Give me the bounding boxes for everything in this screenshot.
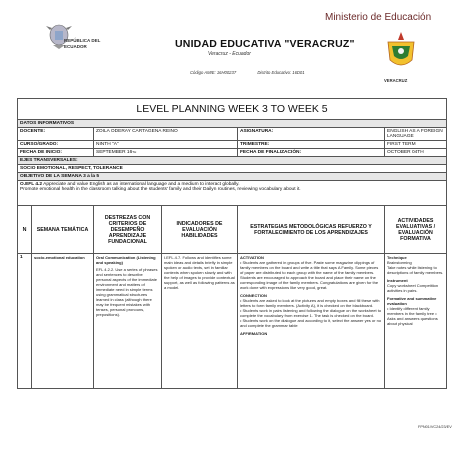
row-estrategias bbox=[238, 254, 385, 389]
row-semana: socio-emotional education bbox=[32, 254, 94, 389]
school-logo-label: VERACRUZ bbox=[384, 78, 408, 83]
docente-label: DOCENTE: bbox=[18, 128, 94, 141]
connection-title: CONNECTION bbox=[240, 293, 267, 298]
col-estrategias: ESTRATEGIAS METODOLÓGICAS REFUERZO Y FORTALECIMIENTO DE LOS APRENDIZAJES bbox=[238, 206, 385, 254]
ejes-label: EJES TRANSVERSALES: bbox=[18, 157, 447, 165]
curso-value: NINTH "A" bbox=[94, 141, 238, 149]
technique-value: Brainstorming bbox=[387, 260, 412, 265]
school-location: Veracruz - Ecuador bbox=[208, 51, 251, 57]
activation-title: ACTIVATION bbox=[240, 255, 264, 260]
formative-value: • Identify different family members in the family tree • Asks and answers questions about physical bbox=[387, 306, 438, 326]
footer-code: FPN01/VC24/23/EV bbox=[418, 425, 452, 429]
technique-notes: Take notes while listening to descriptions of family members. bbox=[387, 265, 444, 275]
instrument-title: Instrument bbox=[387, 278, 408, 283]
instrument-value: Copy worksheet Competition activities in pairs. bbox=[387, 283, 439, 293]
objective-line-1: Appreciate and value English as an international language and a medium to interact globally. bbox=[42, 182, 240, 187]
school-codes bbox=[190, 70, 325, 75]
plan-title: LEVEL PLANNING WEEK 3 TO WEEK 5 bbox=[18, 99, 447, 120]
row-destrezas bbox=[94, 254, 162, 389]
objective-cell bbox=[18, 181, 447, 206]
asignatura-value: ENGLISH AS A FOREIGN LANGUAGE bbox=[385, 128, 447, 141]
objective-code: O.EFL 4.2 bbox=[20, 182, 43, 187]
fecha-inicio-value: SEPTEMBER 16th bbox=[94, 149, 238, 157]
docente-value: ZOILA ODERAY CARTAGENA REINO bbox=[94, 128, 238, 141]
objective-label: OBJETIVO DE LA SEMANA 3 a la 5 bbox=[18, 173, 447, 181]
school-title: UNIDAD EDUCATIVA "VERACRUZ" bbox=[175, 38, 355, 50]
trimestre-value: FIRST TERM bbox=[385, 141, 447, 149]
col-n: N bbox=[18, 206, 32, 254]
connection-item: • Students work in pairs listening and following the dialogue on the worksheet to complete the vocabulary from exercise 1. The task is checked on the board. bbox=[240, 308, 382, 318]
fecha-inicio-label: FECHA DE INICIO: bbox=[18, 149, 94, 157]
col-actividades: ACTIVIDADES EVALUATIVAS / EVALUACIÓN FORMATIVA bbox=[385, 206, 447, 254]
destrezas-text: EFL 4.2.2. Use a series of phrases and sentences to describe personal aspects of the immediate environment and matters of immediate need in simple terms using grammatical structures learned in class (although there may be frequent mistakes with tenses, personal pronouns, prepositions). bbox=[96, 267, 158, 317]
row-number: 1 bbox=[18, 254, 32, 389]
formative-title: Formative and summative evaluation bbox=[387, 296, 437, 306]
objective-line-2: Promote emotional health in the classroom talking about the students' family and their Dailyn routines, reviewing vocabulary about it. bbox=[20, 187, 301, 192]
asignatura-label: ASIGNATURA: bbox=[238, 128, 385, 141]
connection-item: • Students are asked to look at the pictures and empty boxes and fill these with letters to form family members. (Activity A), it is checked on the blackboard. bbox=[240, 298, 380, 308]
ministry-name: Ministerio de Educación bbox=[325, 12, 432, 23]
col-semana: SEMANA TEMÁTICA bbox=[32, 206, 94, 254]
level-planning-table bbox=[17, 98, 447, 389]
school-logo-icon bbox=[380, 30, 422, 74]
district-code: Distrito Educativo: 16D01 bbox=[257, 70, 305, 75]
row-indicadores: I.EFL.4.7. Follows and identifies some main ideas and details briefly in simple spoken or audio texts, set in familiar contexts when spoken slowly and with the help of images to provide contextual support, as well as following patterns as a model. bbox=[162, 254, 238, 389]
ejes-value: SOCIO EMOTIONAL, RESPECT, TOLERANCE bbox=[18, 165, 447, 173]
col-destrezas: DESTREZAS CON CRITERIOS DE DESEMPEÑO APRENDIZAJE FUNDACIONAL bbox=[94, 206, 162, 254]
republic-label: REPÚBLICA DEL ECUADOR bbox=[64, 38, 101, 49]
technique-title: Technique bbox=[387, 255, 407, 260]
col-indicadores: INDICADORES DE EVALUACIÓN HABILIDADES bbox=[162, 206, 238, 254]
amie-code: Código AMIE: 16H00237 bbox=[190, 70, 237, 75]
trimestre-label: TRIMESTRE: bbox=[238, 141, 385, 149]
info-heading: DATOS INFORMATIVOS bbox=[18, 120, 447, 128]
activation-text: • Students are gathered in groups of five. Paste some magazine clippings of family members on the board and write a title that says A Family. Some pieces of paper are distributed to each group with the name of the family members. Students are encouraged to approach the board and place their name on the corresponding image of the family members. Congratulations are given for the work done with expressions like very good, great. bbox=[240, 260, 379, 290]
curso-label: CURSO/GRADO: bbox=[18, 141, 94, 149]
affirmation-title: AFFIRMATION bbox=[240, 331, 268, 336]
fecha-fin-label: FECHA DE FINALIZACIÓN: bbox=[238, 149, 385, 157]
fecha-fin-value: OCTOBER 04TH bbox=[385, 149, 447, 157]
row-actividades bbox=[385, 254, 447, 389]
destrezas-title: Oral Communication (Listening and speaking) bbox=[96, 255, 156, 265]
connection-item: • Students work on the dialogue and according to it, select the answer yes or no and complete the grammar table bbox=[240, 318, 382, 328]
